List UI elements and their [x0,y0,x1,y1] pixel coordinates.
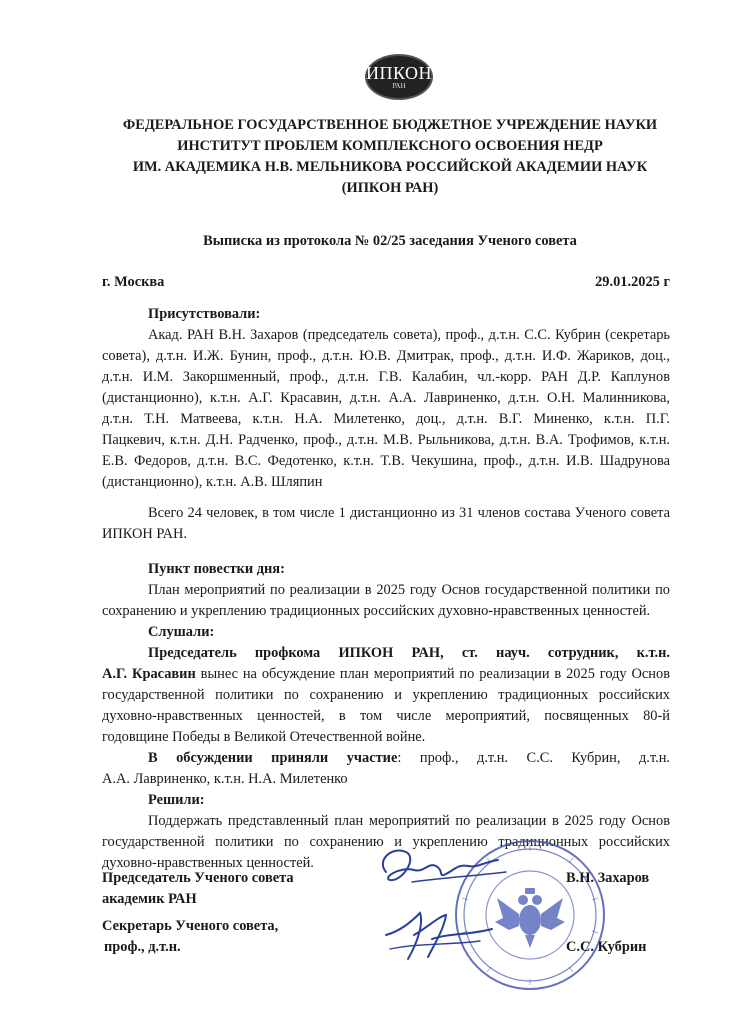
heard-line-2 [102,664,670,685]
present-line-6: Пацкевич, к.т.н. Д.Н. Радченко, проф., д.т.н. М.В. Рыльникова, д.т.н. В.А. Трофимов, к.т.н. [102,432,670,448]
header-line-4: (ИПКОН РАН) [341,180,439,196]
present-line-4: (дистанционно), к.т.н. А.Г. Красавин, д.т.н. А.А. Лавриненко, д.т.н. О.Н. Малинникова, [102,390,670,406]
logo-subtext: РАН [392,82,406,90]
decided-line-3: духовно-нравственных ценностей. [102,855,314,871]
heard-heading: Слушали: [148,624,215,640]
present-line-2: совета), д.т.н. И.Ж. Бунин, проф., д.т.н. Ю.В. Дмитрак, проф., д.т.н. И.Ф. Жариков, доц., [102,348,670,364]
city: г. Москва [102,274,165,290]
decided-line-2: государственной политики по сохранению и укреплению традиционных российских [102,834,670,850]
heard-line-1: Председатель профкома ИПКОН РАН, ст. науч. сотрудник, к.т.н. [148,645,670,661]
chair-title-line-2: академик РАН [102,891,197,907]
total-line-1: Всего 24 человек, в том числе 1 дистанционно из 31 членов состава Ученого совета [148,505,670,521]
heard-line-2-text: вынес на обсуждение план мероприятий по реализации в 2025 году Основ [195,666,670,682]
header-line-1: ФЕДЕРАЛЬНОЕ ГОСУДАРСТВЕННОЕ БЮДЖЕТНОЕ УЧРЕЖДЕНИЕ НАУКИ [122,117,658,133]
secretary-title-line-2: проф., д.т.н. [104,939,181,955]
agenda-heading: Пункт повестки дня: [148,561,285,577]
decided-line-1: Поддержать представленный план мероприятий по реализации в 2025 году Основ [148,813,670,829]
header-line-3: ИМ. АКАДЕМИКА Н.В. МЕЛЬНИКОВА РОССИЙСКОЙ АКАДЕМИИ НАУК [132,159,648,175]
heard-line-4: духовно-нравственных ценностей, в том числе мероприятий, посвященных 80-й [102,708,670,724]
chair-name: В.Н. Захаров [566,870,650,886]
secretary-signature-icon [380,905,500,965]
speaker-name: А.Г. Красавин [102,666,196,682]
heard-line-5: годовщине Победы в Великой Отечественной войне. [102,729,426,745]
chair-signature-icon [372,842,512,892]
chair-title-line-1: Председатель Ученого совета [102,870,294,886]
document-title: Выписка из протокола № 02/25 заседания Ученого совета [203,233,577,249]
decided-heading: Решили: [148,792,205,808]
discussion-text: : проф., д.т.н. С.С. Кубрин, д.т.н. [397,750,670,766]
heard-line-3: государственной политики по сохранению и укреплению традиционных российских [102,687,670,703]
institute-logo [365,54,433,100]
present-heading: Присутствовали: [148,306,261,322]
present-line-1: Акад. РАН В.Н. Захаров (председатель совета), проф., д.т.н. С.С. Кубрин (секретарь [148,327,670,343]
present-line-3: д.т.н. И.М. Закоршменный, проф., д.т.н. Г.В. Калабин, чл.-корр. РАН Д.Р. Каплунов [102,369,670,385]
header-line-2: ИНСТИТУТ ПРОБЛЕМ КОМПЛЕКСНОГО ОСВОЕНИЯ НЕДР [177,138,603,154]
present-line-7: Е.В. Федоров, д.т.н. В.С. Федотенко, к.т.н. Т.В. Чекушина, проф., д.т.н. И.В. Шадрунова [102,453,670,469]
discussion-line-2: А.А. Лавриненко, к.т.н. Н.А. Милетенко [102,771,348,787]
eagle-emblem-icon [495,888,565,948]
secretary-title-line-1: Секретарь Ученого совета, [102,918,279,934]
agenda-line-2: сохранению и укреплению традиционных российских духовно-нравственных ценностей. [102,603,651,619]
present-line-5: д.т.н. Т.Н. Матвеева, к.т.н. Н.А. Милетенко, доц., д.т.н. В.Г. Миненко, к.т.н. П.Г. [102,411,670,427]
discussion-line-1 [148,748,670,769]
total-line-2: ИПКОН РАН. [102,526,187,542]
discussion-label: В обсуждении приняли участие [148,750,398,766]
date: 29.01.2025 г [595,274,670,290]
logo-text: ИПКОН [365,63,433,83]
agenda-line-1: План мероприятий по реализации в 2025 году Основ государственной политики по [148,582,670,598]
secretary-name: С.С. Кубрин [566,939,647,955]
present-line-8: (дистанционно), к.т.н. А.В. Шляпин [102,474,323,490]
